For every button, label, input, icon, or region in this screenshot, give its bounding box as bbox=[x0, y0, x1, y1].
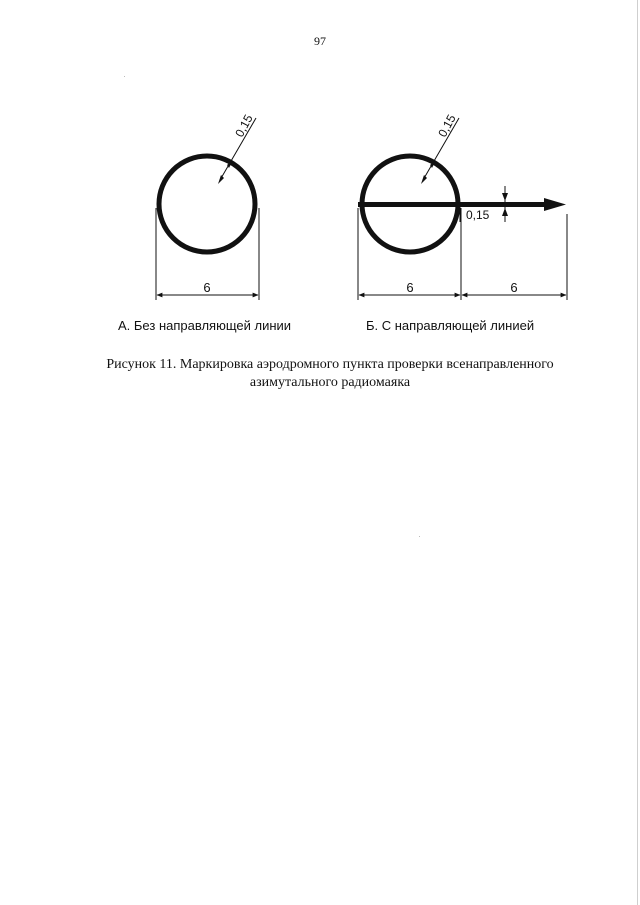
variant-a-drawing bbox=[156, 112, 259, 300]
variant-b-guide-width-label: 0,15 bbox=[466, 208, 490, 222]
page-number: 97 bbox=[314, 34, 326, 48]
variant-a-circle bbox=[159, 156, 255, 252]
variant-b-label: Б. С направляющей линией bbox=[366, 318, 535, 333]
variant-a-label: А. Без направляющей линии bbox=[118, 318, 292, 333]
caption-line-1: Рисунок 11. Маркировка аэродромного пункта проверки всенаправленного bbox=[106, 357, 554, 372]
figure-caption bbox=[60, 356, 600, 392]
scan-speck bbox=[419, 536, 420, 537]
variant-b-guide-arrowhead bbox=[544, 198, 566, 211]
variant-a-width-label: 0,15 bbox=[232, 112, 256, 140]
marking-figure bbox=[0, 0, 640, 340]
variant-b-guide-line bbox=[358, 202, 548, 207]
caption-line-2: азимутального радиомаяка bbox=[249, 375, 411, 390]
variant-b-guide-length-label: 6 bbox=[510, 280, 518, 295]
scan-speck bbox=[124, 76, 125, 77]
variant-b-width-label: 0,15 bbox=[435, 112, 459, 140]
variant-b-drawing bbox=[358, 112, 567, 300]
variant-b-diameter-label: 6 bbox=[406, 280, 414, 295]
variant-a-diameter-label: 6 bbox=[203, 280, 211, 295]
